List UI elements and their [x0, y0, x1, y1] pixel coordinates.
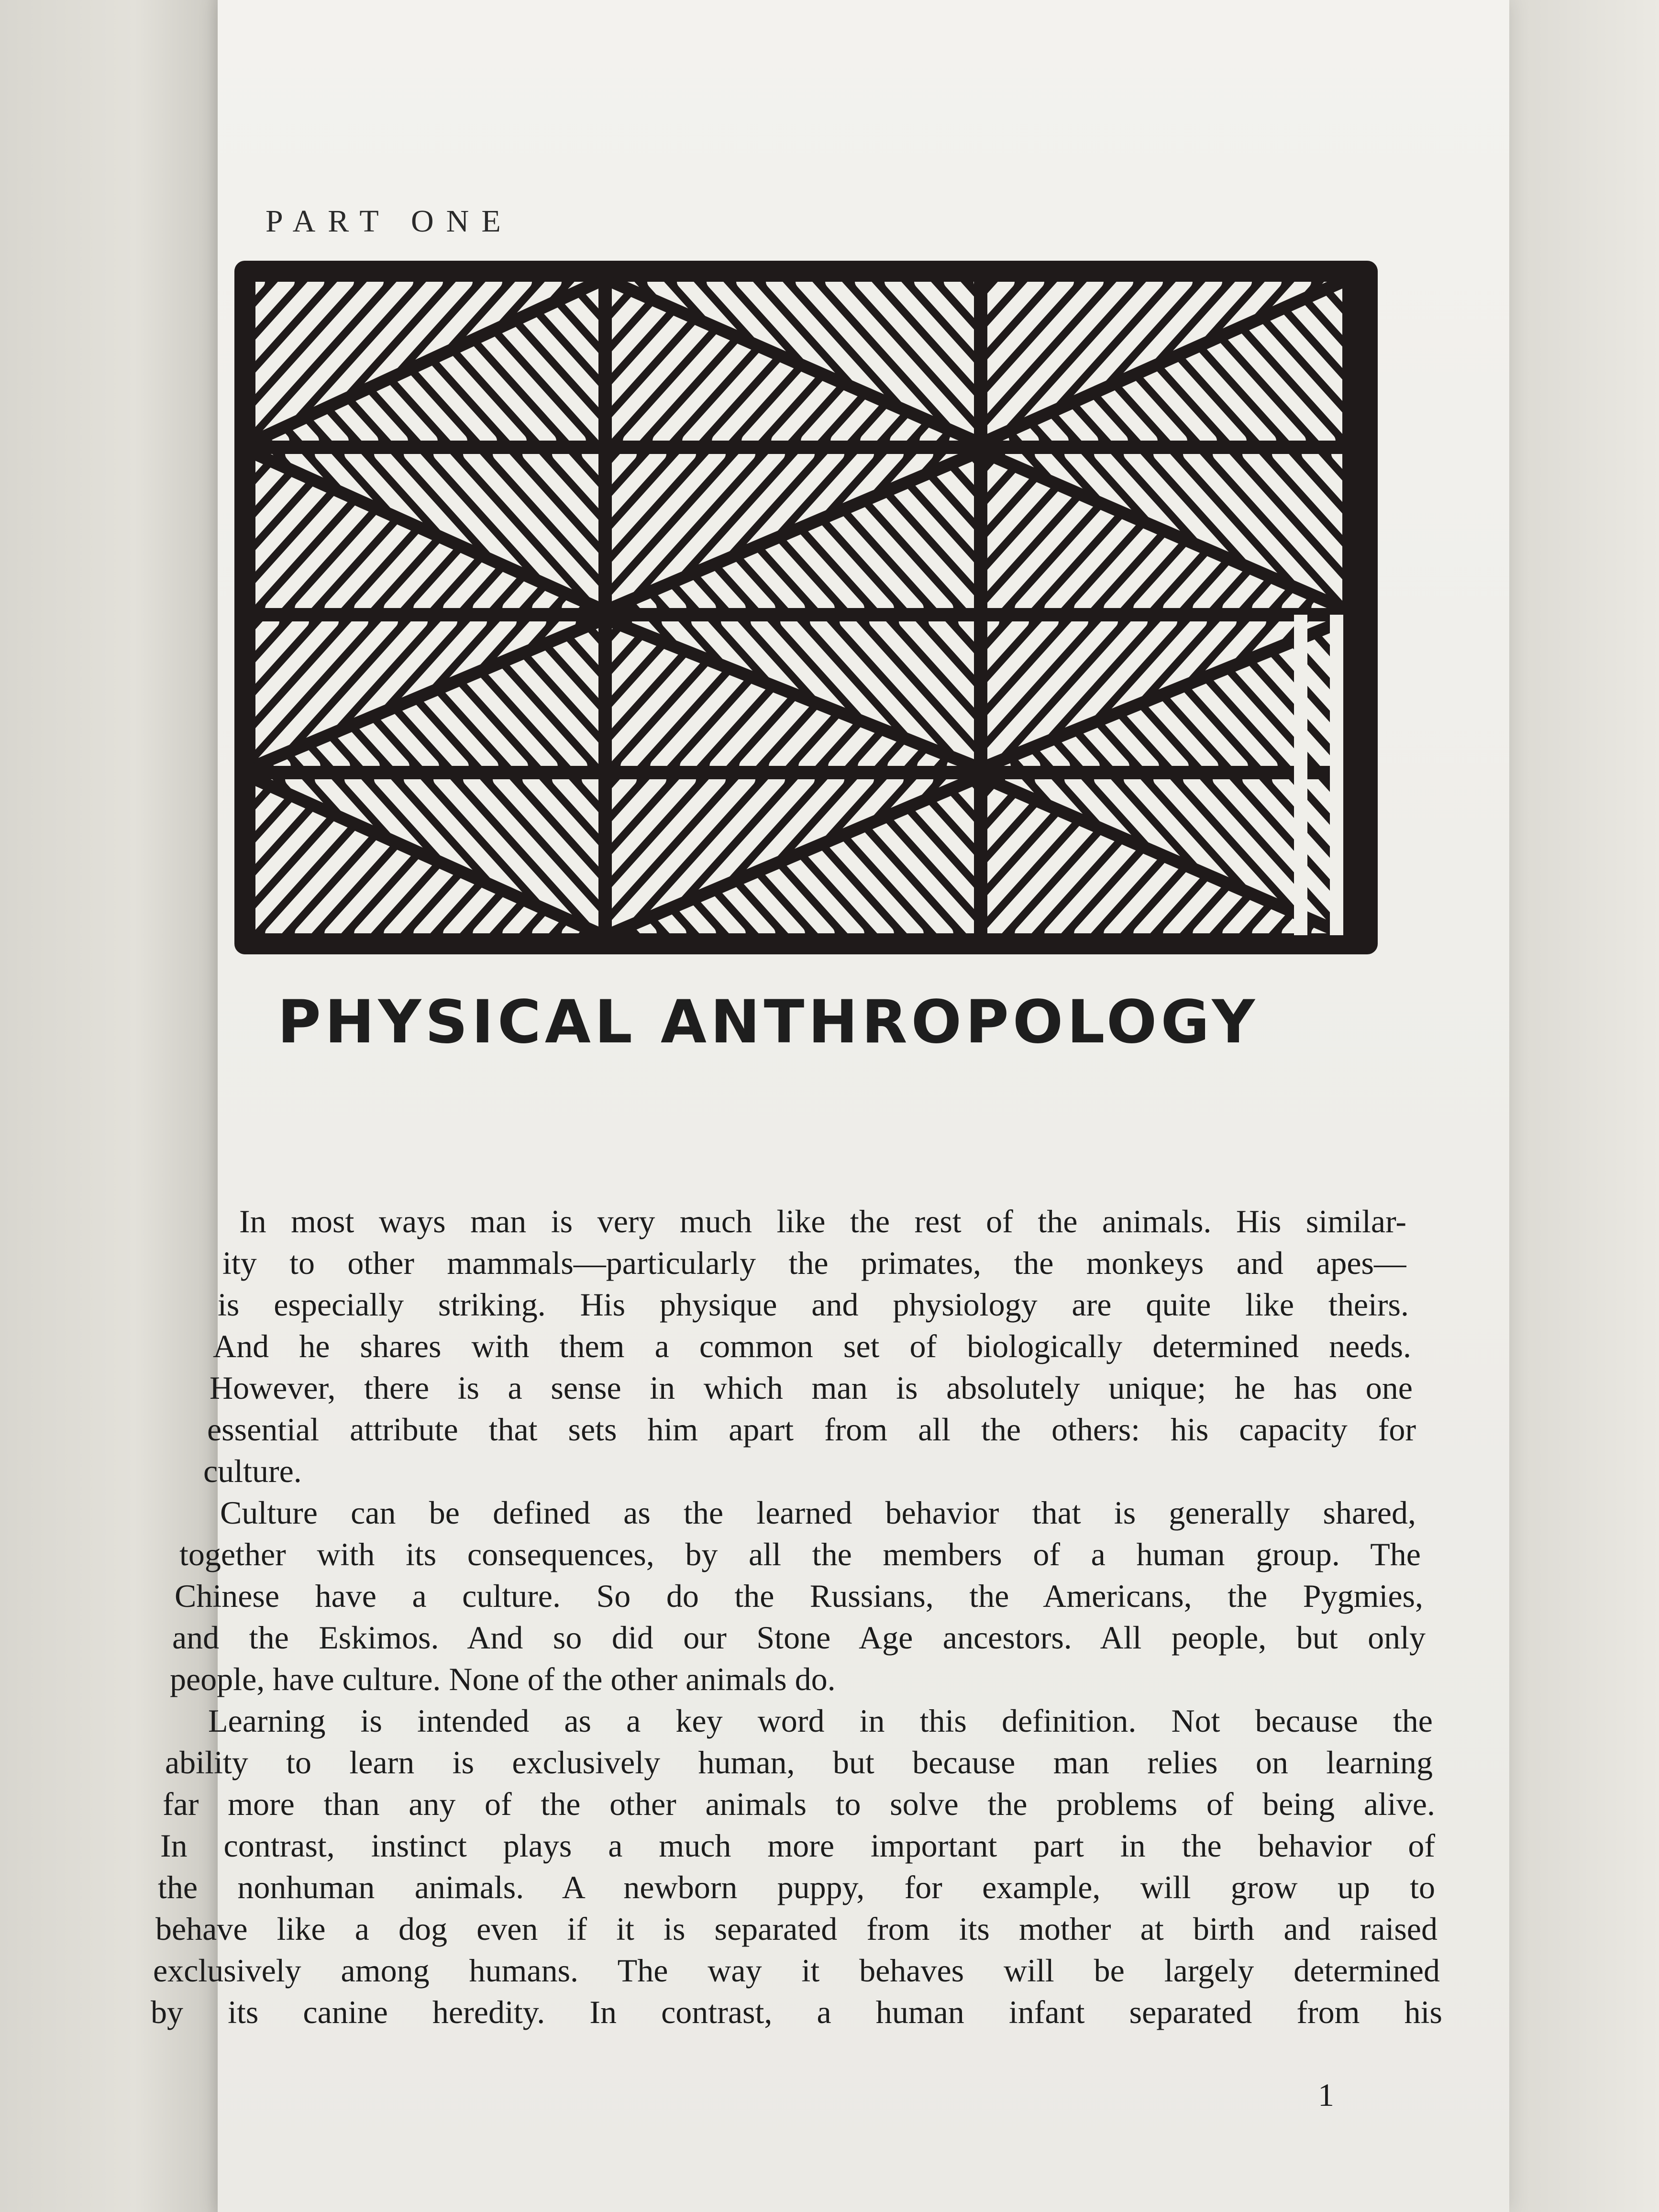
text-line: exclusively among humans. The way it behaves will be largely determined: [153, 1952, 1440, 1989]
text-line: by its canine heredity. In contrast, a human infant separated from his: [151, 1994, 1442, 2030]
text-line: and the Eskimos. And so did our Stone Age ancestors. All people, but only: [172, 1619, 1426, 1656]
text-line: far more than any of the other animals to solve the problems of being alive.: [163, 1786, 1435, 1822]
body-text: [151, 1201, 1442, 2033]
text-line: together with its consequences, by all the members of a human group. The: [179, 1536, 1421, 1572]
text-line: behave like a dog even if it is separated from its mother at birth and raised: [155, 1911, 1438, 1947]
woodcut-vertical-bar: [1330, 615, 1343, 935]
text-line: people, have culture. None of the other animals do.: [170, 1661, 836, 1697]
woodcut-pattern-illustration: [234, 261, 1378, 954]
text-line: Learning is intended as a key word in this definition. Not because the: [208, 1703, 1433, 1739]
text-line: the nonhuman animals. A newborn puppy, for example, will grow up to: [158, 1869, 1435, 1905]
text-line: In most ways man is very much like the rest of the animals. His similar-: [239, 1203, 1406, 1239]
text-line: ability to learn is exclusively human, but because man relies on learning: [165, 1744, 1433, 1781]
text-line: However, there is a sense in which man is absolutely unique; he has one: [210, 1370, 1413, 1406]
text-line: And he shares with them a common set of biologically determined needs.: [213, 1328, 1411, 1364]
woodcut-pattern-graphic: [234, 261, 1378, 954]
page-number: 1: [1318, 2077, 1334, 2113]
text-line: ity to other mammals—particularly the primates, the monkeys and apes—: [222, 1245, 1406, 1281]
text-line: culture.: [203, 1453, 302, 1489]
text-line: Chinese have a culture. So do the Russians, the Americans, the Pygmies,: [175, 1578, 1423, 1614]
part-heading: PART ONE: [265, 204, 513, 239]
section-title: PHYSICAL ANTHROPOLOGY: [277, 988, 1259, 1057]
text-line: In contrast, instinct plays a much more important part in the behavior of: [160, 1827, 1435, 1864]
text-line: Culture can be defined as the learned behavior that is generally shared,: [220, 1494, 1416, 1531]
woodcut-vertical-bar: [1294, 615, 1307, 935]
text-line: essential attribute that sets him apart from all the others: his capacity for: [207, 1411, 1416, 1448]
background-surface: [1487, 0, 1659, 2212]
text-line: is especially striking. His physique and physiology are quite like theirs.: [218, 1286, 1409, 1323]
